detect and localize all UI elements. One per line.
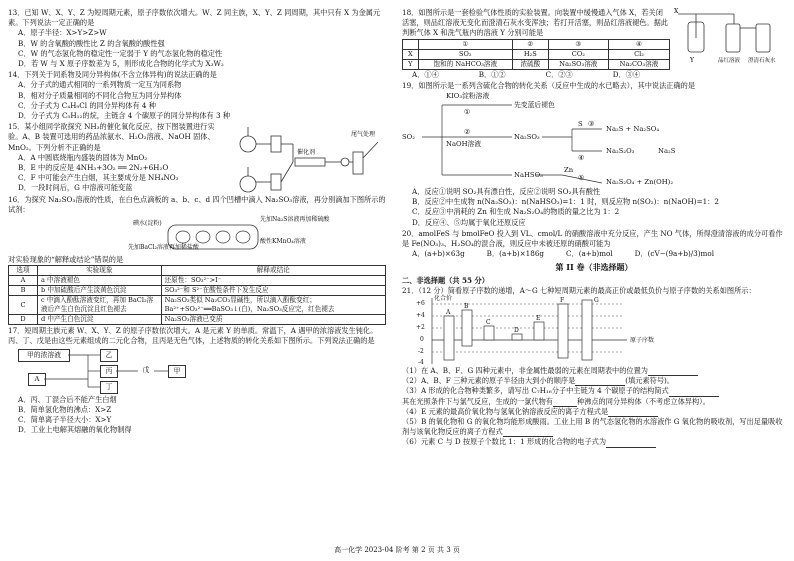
q20-option-c: C．(a+b)mol — [566, 249, 613, 259]
q14-stem: 14．下列关于同系物及同分异构体(不含立体异构)的说法正确的是 — [8, 70, 217, 80]
cell: SO₃²⁻和 S²⁻在酸性条件下发生反应 — [161, 286, 385, 296]
cell: Y — [403, 59, 419, 69]
table-row — [9, 276, 386, 286]
q16-header-option: 选项 — [9, 266, 38, 276]
q17-box-a: A — [28, 373, 46, 386]
cell: B — [9, 286, 38, 296]
q16-intro: 对实验现象的“解释或结论”错误的是 — [8, 255, 124, 265]
x-label: X — [674, 8, 679, 15]
answer-blank[interactable] — [575, 378, 625, 386]
q18-option-b: B．①② — [478, 69, 506, 79]
text: （5）B 的氧化物和 G 的氧化物均能形成酸雨。工业上用 B 的气态氢化物的水溶液作 G 氧化物的吸收剂，写出足量吸收剂与该氧化物反应的离子方程式 — [402, 417, 783, 437]
question-13 — [8, 8, 386, 69]
cell: ④ — [608, 39, 669, 49]
q16-header-phenomenon: 实验现象 — [38, 266, 162, 276]
q13-option-b: B．W 的含氧酸的酸性比 Z 的含氧酸的酸性强 — [18, 38, 165, 48]
question-19 — [402, 81, 786, 228]
q15-option-a: A．A 中圆底烧瓶内盛装的固体为 MnO₂ — [18, 152, 148, 162]
cell: Cl₂ — [608, 49, 669, 59]
cell: d 中产生白色沉淀 — [38, 315, 162, 325]
q17-box-ding: 丁 — [100, 381, 118, 394]
q21-part-4 — [402, 407, 786, 417]
cell: SO₂ — [418, 49, 512, 59]
q15-stem: 15．某小组同学欲探究 NH₃的催化氧化反应，按下图装置进行实验。A、B 装置可选用的药品浓氨水、H₂O₂溶液、NaOH 固体、MnO₂。下列分析不正确的是 — [8, 122, 215, 152]
left-column — [8, 8, 386, 436]
reagent-b-label: 先加Na₂S溶液再加稀硫酸 — [260, 216, 330, 224]
page-footer: 高一化学 2023-04 阶考 第 2 页 共 3 页 — [334, 546, 460, 554]
q20-options — [402, 249, 786, 259]
q17-stem: 17．短周期主族元素 W、X、Y、Z 的原子序数依次增大。A 是元素 Y 的单质。常温下，A 遇甲的浓溶液发生钝化。丙、丁、戊是由这些元素组成的二元化合物，且丙是无色气体，上述物质的转化关系如下图所示。下列说法正确的是 — [8, 326, 378, 346]
q21-part-6 — [402, 437, 786, 447]
element-label: G — [594, 297, 599, 305]
q21-part-3b — [402, 397, 786, 407]
cell: b 中加硫酸后产生淡黄色沉淀 — [38, 286, 162, 296]
text: （6）元素 C 与 D 按原子个数比 1：1 形成的化合物的电子式为 — [402, 437, 607, 447]
q13-option-d: D．若 W 与 X 原子序数差为 5，则形成化合物的化学式为 X₃W₂ — [18, 59, 224, 69]
q14-option-a: A．分子式的通式相同的一系列物质一定互为同系物 — [18, 80, 182, 90]
q18-option-a: A．①④ — [412, 69, 439, 79]
text: 其在光照条件下与氯气反应，生成的一氯代物有 — [402, 396, 553, 406]
q17-box-jia-conc: 甲的浓溶液 — [18, 349, 70, 362]
q17-box-jia: 甲 — [168, 365, 186, 378]
q16-spot-plate-figure — [8, 215, 386, 255]
cell: c 中滴入酚酞溶液变红，再加 BaCl₂溶液后产生白色沉淀且红色褪去 — [38, 296, 162, 315]
flow-blue: 先变蓝后褪色 — [514, 101, 555, 110]
flow-num-1: ① — [464, 108, 471, 117]
q19-stem: 19．如图所示是一系列含硫化合物的转化关系（反应中生成的水已略去），其中说法正确的是 — [402, 80, 696, 90]
q17-box-yi: 乙 — [100, 349, 118, 362]
q18-option-d: D．③④ — [612, 69, 641, 79]
cell: 饱和的 NaHCO₃溶液 — [418, 59, 512, 69]
chart-x-label: 原子序数 — [630, 337, 655, 345]
answer-blank[interactable] — [606, 440, 656, 448]
question-21 — [402, 286, 786, 448]
tick-label: -4 — [418, 359, 424, 367]
answer-blank[interactable] — [553, 399, 577, 407]
chart-y-label: 化合价 — [434, 295, 453, 303]
text: （1）在 A、B、F、G 四种元素中，非金属性最弱的元素在周期表中的位置为 — [402, 366, 648, 376]
q21-part-1 — [402, 366, 786, 376]
question-15 — [8, 122, 386, 193]
q17-option-c: C．简单离子半径大小：X>Y — [18, 415, 112, 425]
cell: H₂S — [512, 49, 548, 59]
section-heading: 二、非选择题（共 55 分） — [402, 275, 489, 285]
table-row — [9, 315, 386, 325]
q17-option-a: A．丙、丁混合后不能产生白烟 — [18, 394, 117, 404]
part-2-title: 第 II 卷（非选择题） — [555, 262, 633, 273]
answer-blank[interactable] — [648, 368, 698, 376]
element-label: A — [446, 309, 451, 317]
flow-num-3: ③ — [588, 120, 595, 129]
q20-option-a: A．(a+b)×63g — [412, 249, 465, 259]
tick-label: +2 — [416, 324, 425, 332]
reagent-c-label: 先加BaCl₂溶液再加稀盐酸 — [128, 244, 199, 252]
cell: ① — [418, 39, 512, 49]
tick-label: +6 — [416, 300, 425, 308]
table-row — [403, 59, 670, 69]
q18-option-c: C．②③ — [545, 69, 573, 79]
text: （4）E 元素的最高价氧化物与氢氧化钠溶液反应的离子方程式是 — [402, 406, 609, 416]
q21-part-3 — [402, 386, 786, 396]
q21-valence-chart — [402, 296, 786, 366]
table-row — [403, 49, 670, 59]
flow-naoh: NaOH溶液 — [446, 140, 482, 149]
q15-option-d: D．一段时间后，G 中溶液可能变蓝 — [18, 183, 133, 193]
y-label: Y — [690, 57, 694, 64]
q17-box-bing: 丙 — [100, 365, 118, 378]
question-16 — [8, 195, 386, 326]
flow-num-4: ④ — [578, 154, 585, 163]
q17-option-b: B．简单氢化物的沸点：X>Z — [18, 404, 112, 414]
cell: X — [403, 49, 419, 59]
reagent-d-label: 酸性KMnO₄溶液 — [260, 238, 306, 246]
tick-label: -2 — [418, 348, 424, 356]
cell: D — [9, 315, 38, 325]
q20-option-b: B．(a+b)×186g — [486, 249, 545, 259]
q19-option-d: D．反应④、⑤均属于氧化还原反应 — [412, 217, 526, 227]
element-label: D — [514, 327, 519, 335]
text: （2）A、B、F 三种元素的原子半径由大到小的顺序是 — [402, 376, 576, 386]
cell: 浓硫酸 — [512, 59, 548, 69]
q15-apparatus-figure — [233, 122, 383, 202]
q19-flow-figure — [402, 91, 786, 187]
q15-option-b: B．E 中的反应是 4NH₃+3O₂ ══ 2N₂+6H₂O — [18, 163, 169, 173]
q16-table — [8, 265, 386, 325]
q17-option-d: D．工业上电解其熔融的氧化物制得 — [18, 425, 132, 435]
text: （3）A 形成的化合物种类繁多，请写出 C₇H₁₆分子中主链为 4 个碳原子的结构简式 — [402, 386, 669, 396]
flow-zn: Zn — [564, 166, 574, 175]
cell: ② — [512, 39, 548, 49]
answer-blank[interactable] — [503, 429, 553, 437]
q19-option-c: C．反应③中消耗的 Zn 和生成 Na₂S₂O₄的物质的量之比为 1：2 — [412, 207, 620, 217]
q17-box-wu: 戊 — [142, 365, 150, 374]
element-label: E — [536, 315, 541, 323]
cell — [403, 39, 419, 49]
cell: C — [9, 296, 38, 315]
reagent-a-label: 碘水(淀粉) — [133, 220, 162, 228]
tail-gas-label: 尾气处理 — [351, 131, 376, 139]
flow-na2so3: Na₂SO₃ — [514, 133, 540, 142]
table-row — [9, 286, 386, 296]
right-column — [402, 8, 786, 449]
flow-so2: SO₂ — [402, 133, 415, 142]
q15-option-c: C．F 中可能会产生白烟，其主要成分是 NH₄NO₃ — [18, 173, 179, 183]
q21-stem: 21．（12 分）简看原子序数的递增，A～G 七种短周期元素的最高正价或最低负价与原子序数的关系如图所示： — [402, 285, 756, 295]
question-18 — [402, 8, 786, 80]
q18-table — [402, 39, 670, 70]
element-label: C — [486, 319, 491, 327]
flow-na2s2o3: Na₂S₂O₃ — [606, 147, 635, 156]
q18-stem: 18．如图所示是一套检验气体性质的实验装置。向装置中缓慢通入气体 X，若关闭活塞，则品红溶液无变化而澄清石灰水变浑浊；若打开活塞，则品红溶液褪色。据此判断气体 X 和洗气瓶内的溶液 Y 分别可能是 — [402, 8, 668, 38]
text: (填元素符号)。 — [625, 376, 674, 386]
flow-num-5: ⑤ — [578, 174, 585, 183]
cell: 还原性：SO₃²⁻>I⁻ — [161, 276, 385, 286]
answer-blank[interactable] — [669, 389, 719, 397]
magenta-label: 品红溶液 — [718, 58, 741, 64]
cell: ③ — [548, 39, 608, 49]
q19-option-b: B．反应②中生成物 n(Na₂SO₃)：n(NaHSO₃)=1：1 时，则反应物 n(SO₂)：n(NaOH)=1：2 — [412, 197, 719, 207]
cell: a 中溶液褪色 — [38, 276, 162, 286]
cell: CO₂ — [548, 49, 608, 59]
answer-blank[interactable] — [608, 409, 658, 417]
q14-option-d: D．分子式为 C₅H₁₂的烷，主链含 4 个碳原子的同分异构体有 3 种 — [18, 111, 231, 121]
flow-na2s-na2so4: Na₂S + Na₂SO₄ — [606, 125, 660, 134]
element-label: F — [560, 297, 565, 305]
table-row — [9, 296, 386, 315]
limewater-label: 澄清石灰水 — [748, 58, 776, 64]
flow-nahso3: NaHSO₃ — [514, 171, 543, 180]
catalyst-label: 催化剂 — [297, 149, 316, 157]
flow-na2s: Na₂S — [658, 147, 676, 156]
cell: Na₂SO₃溶液 — [548, 59, 608, 69]
cell: A — [9, 276, 38, 286]
q17-flow-figure — [8, 347, 386, 395]
q14-option-c: C．分子式为 C₄H₉Cl 的同分异构体有 4 种 — [18, 100, 156, 110]
cell: Na₂SO₃溶液已变质 — [161, 315, 385, 325]
q18-options — [402, 70, 786, 80]
q21-part-2 — [402, 376, 786, 386]
q13-stem: 13．已知 W、X、Y、Z 为短周期元素，原子序数依次增大。W、Z 同主族，X、Y、Z 同周期，其中只有 X 为金属元素。下列说法一定正确的是 — [8, 8, 381, 28]
flow-s: S — [578, 120, 583, 129]
text: 种沸点的同分异构体（不考虑立体异构）。 — [576, 396, 710, 406]
cell: Na₂SO₃类似 Na₂CO₃显碱性，所以滴入酚酞变红；Ba²⁺+SO₃²⁻══BaSO₃↓(白)，Na₂SO₃反应完，红色褪去 — [161, 296, 385, 315]
q14-option-b: B．相对分子质量相同的不同化合物互为同分异构体 — [18, 90, 182, 100]
q13-option-a: A．原子半径：X>Y>Z>W — [18, 28, 107, 38]
cell: Na₂CO₃溶液 — [608, 59, 669, 69]
tick-label: 0 — [420, 336, 424, 344]
q21-part-5 — [402, 417, 786, 437]
flow-num-2: ② — [464, 128, 471, 137]
q13-option-c: C．W 的气态氢化物的稳定性一定弱于 Y 的气态氢化物的稳定性 — [18, 48, 223, 58]
q19-option-a: A．反应①说明 SO₂具有漂白性，反应②说明 SO₂具有酸性 — [412, 187, 601, 197]
element-label: B — [464, 303, 469, 311]
q20-option-d: D．(cV−(9a+b)/3)mol — [634, 249, 714, 259]
q18-apparatus-figure — [674, 8, 784, 64]
flow-na2s2o4: Na₂S₂O₄ + Zn(OH)₂ — [606, 178, 674, 187]
question-20 — [402, 229, 786, 260]
q20-stem: 20．amolFeS 与 bmolFeO 投入到 VL、cmol/L 的硝酸溶液中充分反应，产生 NO 气体，所得澄清溶液的成分可看作是 Fe(NO₃)₃、H₂SO₄的混合液，则反应中未被还原的硝酸可能为 — [402, 228, 783, 249]
question-14 — [8, 70, 386, 121]
question-17 — [8, 326, 386, 435]
q16-stem: 16．为探究 Na₂SO₃溶液的性质，在白色点滴板的 a、b、c、d 四个凹槽中滴入 Na₂SO₃溶液，再分别滴加下图所示的试剂： — [8, 194, 386, 214]
flow-kio3: KIO₃淀粉溶液 — [446, 92, 490, 101]
q16-header-explanation: 解释或结论 — [161, 266, 385, 276]
tick-label: +4 — [416, 312, 425, 320]
